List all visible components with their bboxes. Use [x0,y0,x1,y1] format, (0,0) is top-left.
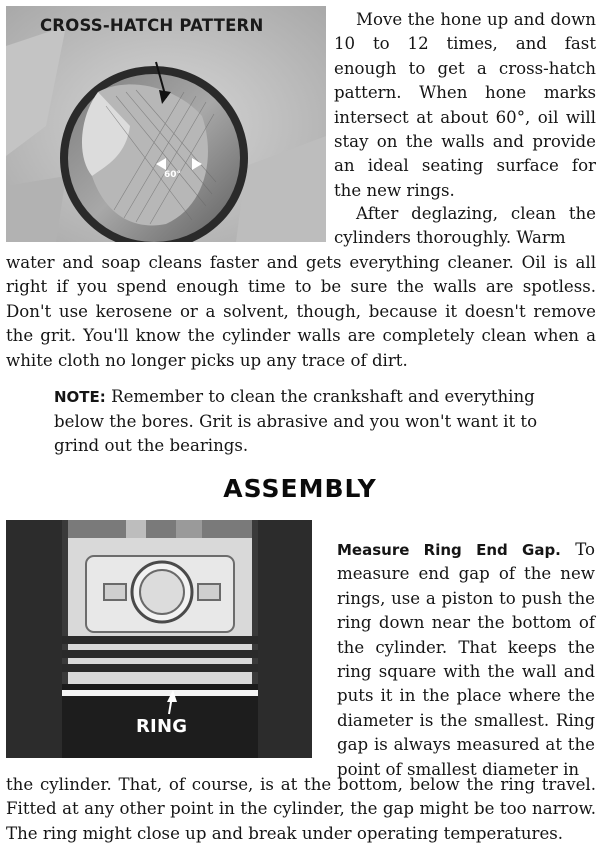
run-in-heading: Measure Ring End Gap. [337,541,561,559]
figure-label-ring: RING [136,716,188,737]
note-label: NOTE: [54,388,106,406]
section-heading-assembly: ASSEMBLY [223,474,377,503]
paragraph-ring-gap-continued: the cylinder. That, of course, is at the bottom, below the ring travel. Fitted at any other point in the cylinder, the gap might be too narrow. The ring might close up and break under operating temperatures. [6,775,596,843]
note-block [54,385,554,459]
angle-label: 60° [164,170,182,180]
ring-gap-text: To measure end gap of the new rings, use a piston to push the ring down near the bottom of the cylinder. That keeps the ring square with the wall and puts it in the place where the diameter is the smallest. Ring gap is always measured at the point of smallest diameter in [337,540,595,779]
note-text: Remember to clean the crankshaft and everything below the bores. Grit is abrasive and you won't want it to grind out the bearings. [54,387,538,455]
paragraph-cleaning-continued: water and soap cleans faster and gets everything cleaner. Oil is all right if you spend enough time to be sure the walls are spotless. Don't use kerosene or a solvent, though, because it doesn't remove the grit. You'll know the cylinder walls are completely clean when a white cloth no longer picks up any trace of dirt. [6,253,596,370]
cross-hatch-figure [6,6,326,242]
paragraph-ring-gap-start [337,538,595,782]
paragraph-honing: Move the hone up and down 10 to 12 times, and fast enough to get a cross-hatch pattern. When hone marks intersect at about 60°, oil will stay on the walls and provide an ideal seating surface for the new rings. [334,10,596,200]
paragraph-cleaning-start: After deglazing, clean the cylinders thoroughly. Warm [334,204,596,248]
figure-label-cross-hatch: CROSS-HATCH PATTERN [40,16,264,35]
cylinder-bore-photo [6,6,326,242]
ring-gap-figure [6,520,312,758]
